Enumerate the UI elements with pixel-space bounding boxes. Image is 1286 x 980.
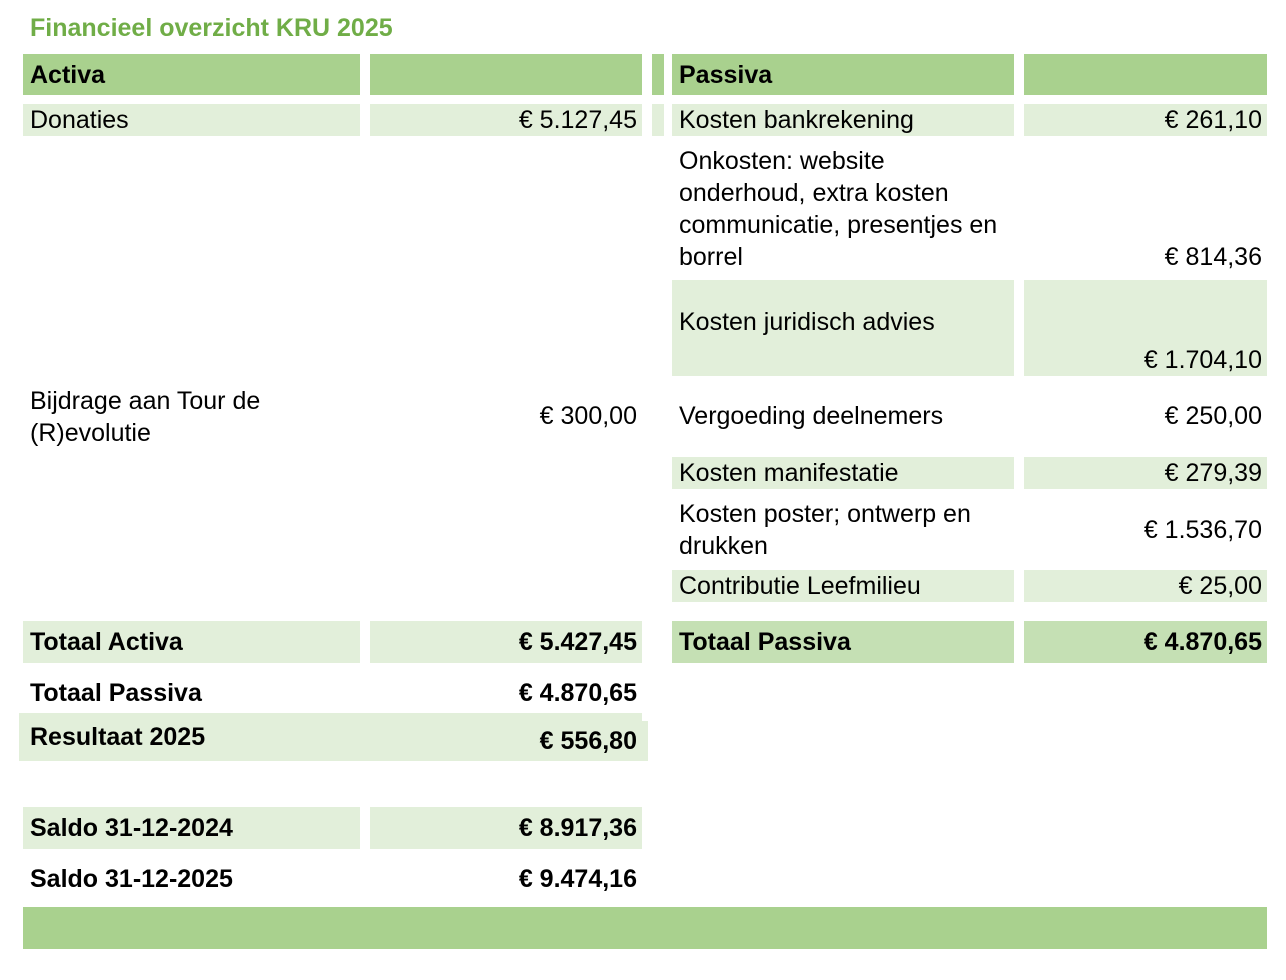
resultaat-label: Resultaat 2025	[19, 713, 642, 761]
spacer-row	[652, 104, 664, 136]
saldo-2025-value: € 9.474,16	[518, 865, 637, 893]
spacer-header	[652, 54, 664, 95]
passiva-row-value: € 1.704,10	[1024, 280, 1267, 376]
activa-row-value: € 300,00	[539, 402, 637, 430]
activa-header-value	[370, 54, 642, 95]
saldo-2024-value: € 8.917,36	[370, 807, 642, 849]
passiva-row-label: Onkosten: website onderhoud, extra kosten communicatie, presentjes en borrel	[679, 147, 998, 271]
saldo-2024-label: Saldo 31-12-2024	[23, 807, 360, 849]
passiva-row-label: Kosten juridisch advies	[672, 280, 1014, 376]
passiva-row-label: Contributie Leefmilieu	[672, 570, 1014, 602]
summary-totaal-passiva-label: Totaal Passiva	[30, 679, 202, 707]
summary-totaal-passiva-value: € 4.870,65	[518, 679, 637, 707]
activa-row-value: € 5.127,45	[370, 104, 642, 136]
activa-row-label: Donaties	[23, 104, 360, 136]
passiva-row-label: Kosten manifestatie	[672, 457, 1014, 489]
passiva-row-label: Kosten poster; ontwerp en drukken	[679, 500, 971, 560]
passiva-row-value: € 279,39	[1024, 457, 1267, 489]
passiva-row-label: Vergoeding deelnemers	[679, 402, 944, 430]
saldo-2025-label: Saldo 31-12-2025	[30, 865, 233, 893]
passiva-row-value: € 25,00	[1024, 570, 1267, 602]
passiva-header: Passiva	[672, 54, 1014, 95]
totaal-passiva-value: € 4.870,65	[1024, 621, 1267, 663]
passiva-row-value: € 1.536,70	[1143, 516, 1262, 544]
page-title: Financieel overzicht KRU 2025	[30, 14, 393, 42]
footer-bar	[23, 907, 1267, 949]
resultaat-value: € 556,80	[370, 721, 648, 761]
passiva-row-value: € 814,36	[1164, 243, 1262, 271]
totaal-activa-label: Totaal Activa	[23, 621, 360, 663]
passiva-row-value: € 250,00	[1164, 402, 1262, 430]
activa-row-label: Bijdrage aan Tour de (R)evolutie	[30, 387, 261, 447]
passiva-row-label: Kosten bankrekening	[672, 104, 1014, 136]
totaal-passiva-label: Totaal Passiva	[672, 621, 1014, 663]
totaal-activa-value: € 5.427,45	[370, 621, 642, 663]
passiva-row-value: € 261,10	[1024, 104, 1267, 136]
activa-header: Activa	[23, 54, 360, 95]
passiva-header-value	[1024, 54, 1267, 95]
